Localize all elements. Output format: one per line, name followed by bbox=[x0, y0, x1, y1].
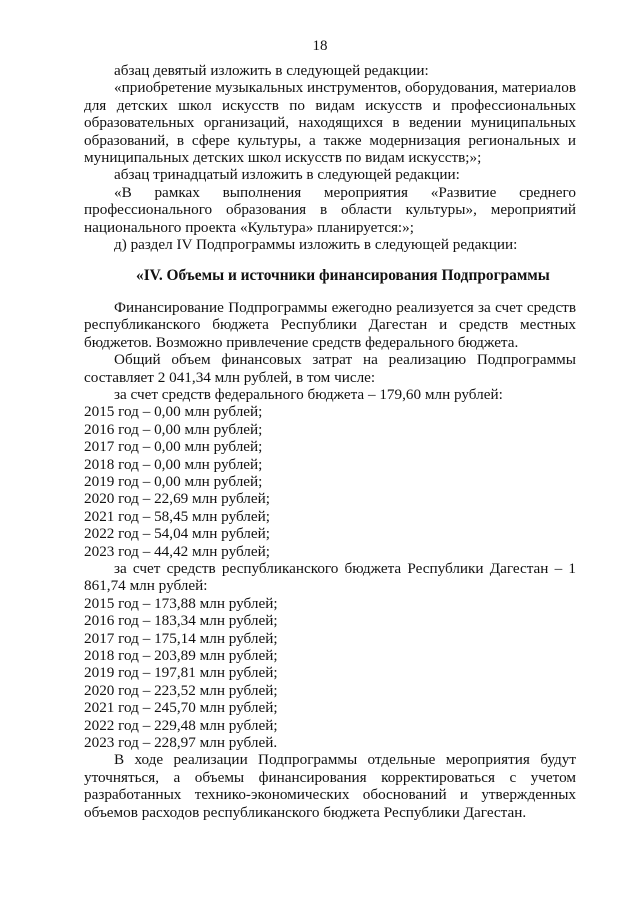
paragraph-financing-intro: Финансирование Подпрограммы ежегодно реализуется за счет средств республиканского бюджета Республики Дагестан и средств местных бюджетов. Возможно привлечение средств федерального бюджета. bbox=[84, 298, 576, 351]
federal-year-line: 2018 год – 0,00 млн рублей; bbox=[84, 455, 263, 473]
paragraph-instruction-section-iv: д) раздел IV Подпрограммы изложить в следующей редакции: bbox=[114, 236, 518, 254]
federal-year-line: 2021 год – 58,45 млн рублей; bbox=[84, 507, 270, 525]
paragraph-instruction-thirteenth: абзац тринадцатый изложить в следующей редакции: bbox=[114, 166, 460, 184]
federal-year-line: 2020 год – 22,69 млн рублей; bbox=[84, 490, 270, 508]
republican-year-line: 2015 год – 173,88 млн рублей; bbox=[84, 594, 278, 612]
republican-year-line: 2020 год – 223,52 млн рублей; bbox=[84, 681, 278, 699]
paragraph-instruction-ninth: абзац девятый изложить в следующей редакции: bbox=[114, 62, 429, 79]
republican-budget-years bbox=[84, 595, 576, 752]
republican-year-line: 2022 год – 229,48 млн рублей; bbox=[84, 716, 278, 734]
federal-year-line: 2019 год – 0,00 млн рублей; bbox=[84, 472, 263, 490]
federal-year-line: 2016 год – 0,00 млн рублей; bbox=[84, 420, 263, 438]
federal-budget-intro: за счет средств федерального бюджета – 179,60 млн рублей: bbox=[114, 385, 503, 403]
federal-budget-years bbox=[84, 403, 576, 560]
republican-year-line: 2021 год – 245,70 млн рублей; bbox=[84, 699, 278, 717]
paragraph-total-volume: Общий объем финансовых затрат на реализацию Подпрограммы составляет 2 041,34 млн рублей, в том числе: bbox=[84, 351, 576, 386]
federal-year-line: 2023 год – 44,42 млн рублей; bbox=[84, 542, 270, 560]
republican-budget-intro: за счет средств республиканского бюджета Республики Дагестан – 1 861,74 млн рублей: bbox=[84, 559, 576, 595]
republican-year-line: 2017 год – 175,14 млн рублей; bbox=[84, 629, 278, 647]
republican-year-line: 2016 год – 183,34 млн рублей; bbox=[84, 612, 278, 630]
republican-year-line: 2019 год – 197,81 млн рублей; bbox=[84, 664, 278, 682]
paragraph-closing: В ходе реализации Подпрограммы отдельные мероприятия будут уточняться, а объемы финансирования корректироваться с учетом разработанных технико-экономических обоснований и утвержденных объемов расходов республиканского бюджета Республики Дагестан. bbox=[84, 751, 576, 821]
republican-year-line: 2023 год – 228,97 млн рублей. bbox=[84, 734, 278, 752]
federal-year-line: 2017 год – 0,00 млн рублей; bbox=[84, 438, 263, 456]
page-number: 18 bbox=[312, 38, 328, 54]
paragraph-quoted-ninth: «приобретение музыкальных инструментов, оборудования, материалов для детских школ искусств по видам искусств и профессиональных образовательных организаций, находящихся в ведении муниципальных образований, в сфере культуры, а также модернизация региональных и муниципальных детских школ искусств по видам искусств;»; bbox=[84, 79, 576, 167]
federal-year-line: 2022 год – 54,04 млн рублей; bbox=[84, 525, 270, 543]
document-body bbox=[84, 62, 576, 821]
section-heading: «IV. Объемы и источники финансирования Подпрограммы bbox=[136, 267, 550, 285]
paragraph-quoted-thirteenth: «В рамках выполнения мероприятия «Развитие среднего профессионального образования в области культуры», мероприятий национального проекта «Культура» планируется:»; bbox=[84, 183, 576, 236]
republican-year-line: 2018 год – 203,89 млн рублей; bbox=[84, 647, 278, 664]
federal-year-line: 2015 год – 0,00 млн рублей; bbox=[84, 403, 263, 421]
